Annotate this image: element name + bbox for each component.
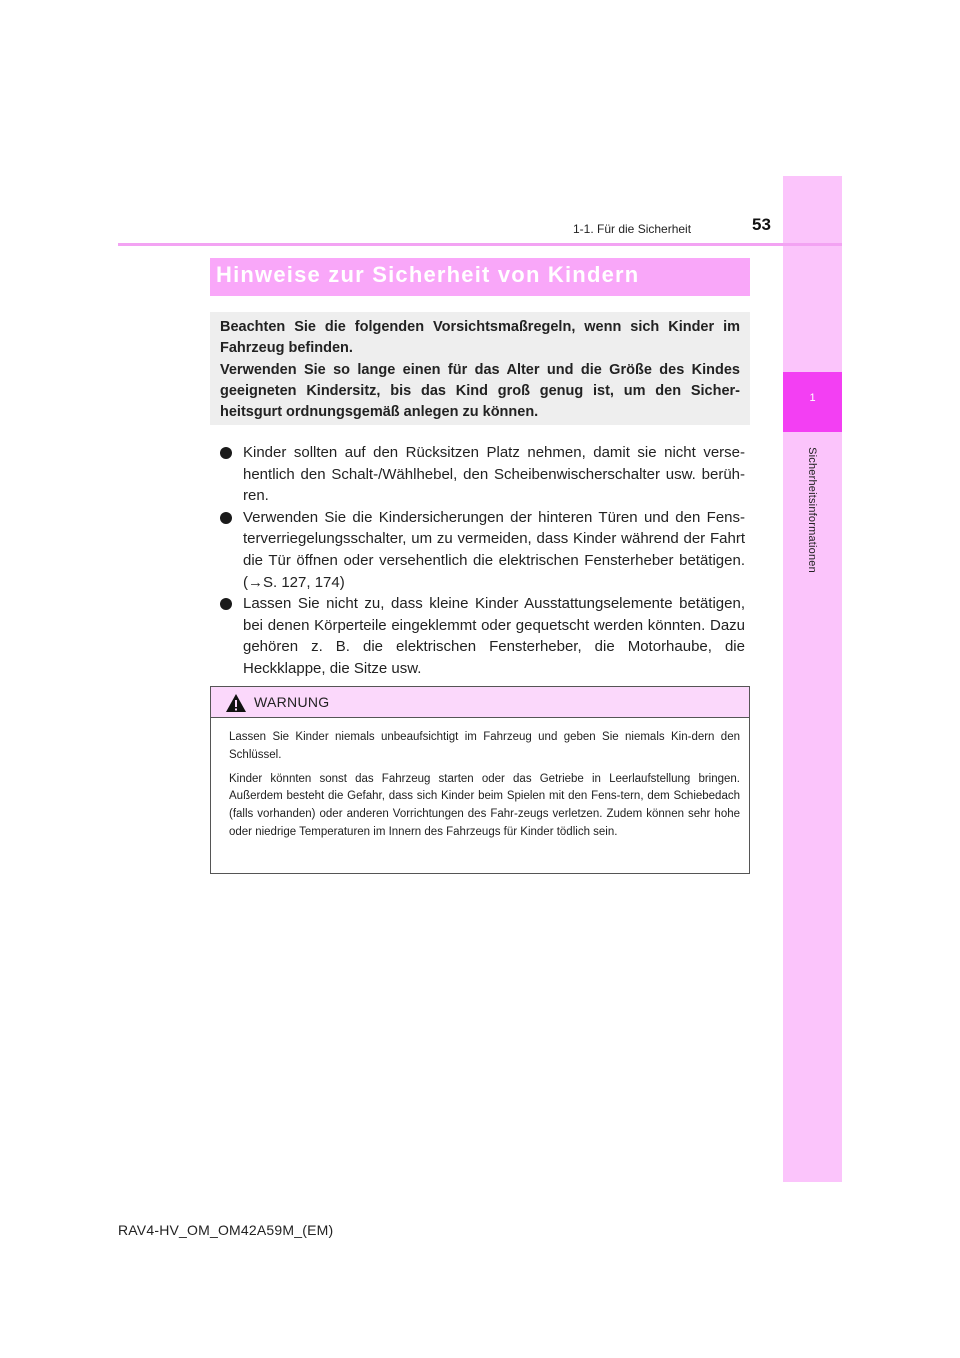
- intro-box: [210, 312, 750, 425]
- section-reference: 1-1. Für die Sicherheit: [573, 222, 692, 236]
- list-item: [220, 442, 745, 507]
- warning-paragraph: Lassen Sie Kinder niemals unbeaufsichtigt im Fahrzeug und geben Sie niemals Kin-dern den Schlüssel.: [229, 731, 740, 761]
- bullet-dot-icon: [220, 447, 232, 459]
- warning-body: [229, 729, 740, 848]
- intro-paragraph: Beachten Sie die folgenden Vorsichtsmaßregeln, wenn sich Kinder im Fahrzeug befinden.: [220, 319, 740, 357]
- page-title: Hinweise zur Sicherheit von Kindern: [216, 262, 640, 287]
- document-code: RAV4-HV_OM_OM42A59M_(EM): [118, 1222, 334, 1238]
- header-rule: [118, 243, 842, 246]
- chapter-label: Sicherheitsinformationen: [806, 447, 818, 573]
- chapter-sidebar: [783, 176, 842, 1182]
- bullet-dot-icon: [220, 512, 232, 524]
- chapter-number: 1: [809, 392, 816, 404]
- list-item: [220, 593, 745, 679]
- warning-triangle-icon: [225, 693, 247, 713]
- bullet-list: [220, 442, 745, 680]
- bullet-dot-icon: [220, 598, 232, 610]
- bullet-text: Lassen Sie nicht zu, dass kleine Kinder Ausstattungselemente betätigen, bei denen Körperteile eingeklemmt oder gequetscht werden könnten. Dazu gehören z. B. die elektrischen Fensterheber, die Motorhaube, die Heckklappe, die Sitze usw.: [243, 595, 745, 677]
- warning-box: [210, 686, 750, 874]
- warning-header: [211, 687, 749, 718]
- bullet-text: Verwenden Sie die Kindersicherungen der hinteren Türen und den Fens-terverriegelungsschalter, um zu vermeiden, dass Kinder während der Fahrt die Tür öffnen oder versehentlich die elektrischen Fensterheber betätigen. (→S. 127, 174): [243, 508, 745, 591]
- page-number: 53: [752, 215, 771, 234]
- warning-title: WARNUNG: [254, 694, 330, 710]
- list-item: [220, 507, 745, 593]
- bullet-text: Kinder sollten auf den Rücksitzen Platz nehmen, damit sie nicht verse-hentlich den Schalt-/Wählhebel, den Scheibenwischerschalter usw. berüh-ren.: [243, 444, 745, 505]
- warning-paragraph: Kinder könnten sonst das Fahrzeug starten oder das Getriebe in Leerlaufstellung bringen. Außerdem besteht die Gefahr, dass sich Kinder beim Spielen mit den Fens-tern, dem Schiebedach (falls vorhanden) oder anderen Vorrichtungen des Fahr-zeugs verletzen. Zudem können sehr hohe oder niedrige Temperaturen im Innern des Fahrzeugs für Kinder tödlich sein.: [229, 772, 740, 838]
- intro-paragraph: Verwenden Sie so lange einen für das Alter und die Größe des Kindes geeigneten Kindersitz, bis das Kind groß genug ist, um den Sicher-heitsgurt ordnungsgemäß anlegen zu können.: [220, 361, 740, 421]
